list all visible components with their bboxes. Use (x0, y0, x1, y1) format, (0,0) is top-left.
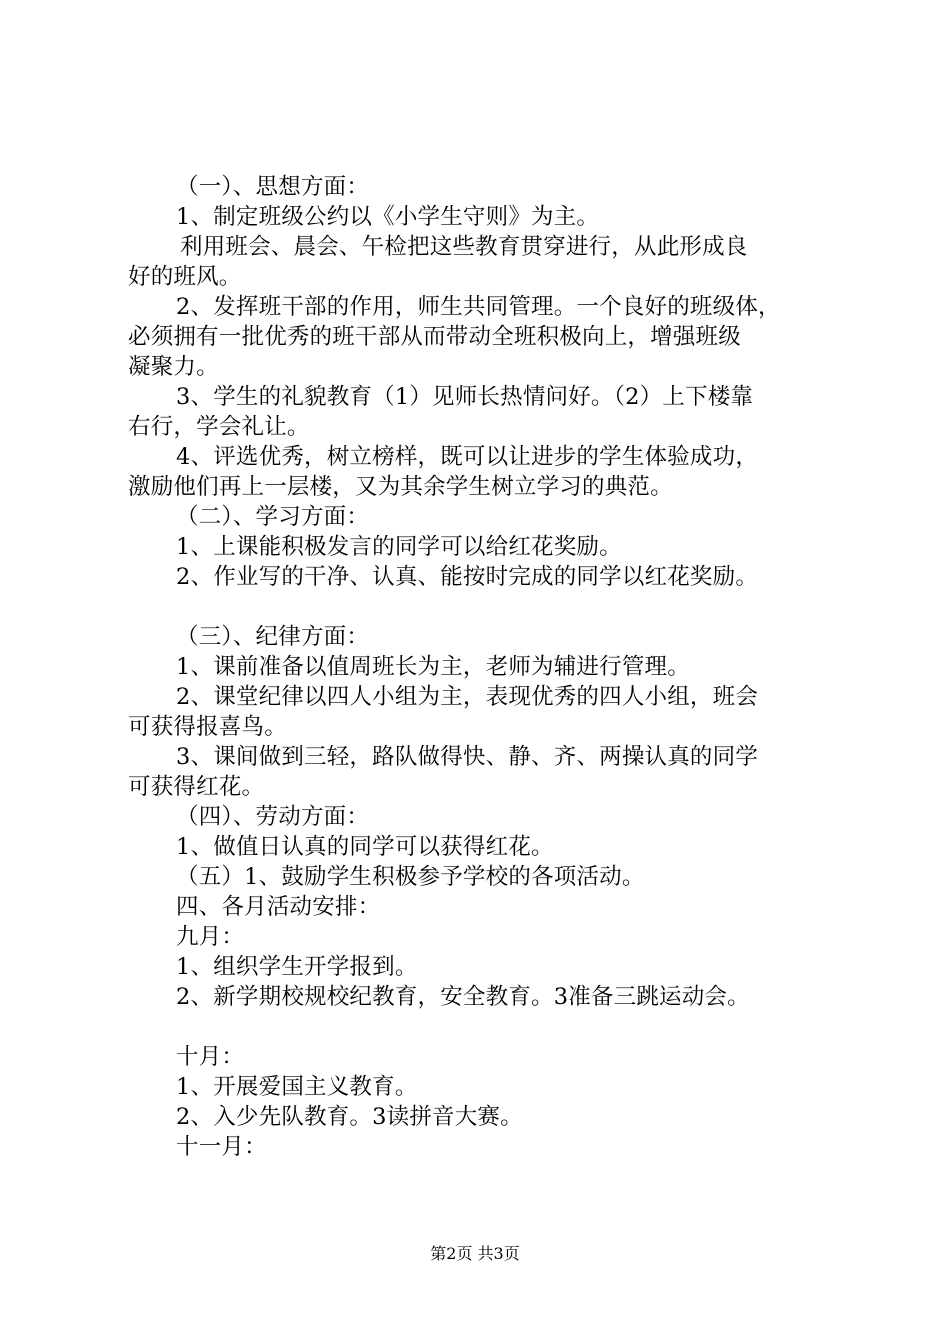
paragraph-line: 1、上课能积极发言的同学可以给红花奖励。 (176, 534, 622, 560)
section-heading-discipline: （三）、纪律方面： (176, 624, 370, 650)
paragraph-line: 4、评选优秀，树立榜样，既可以让进步的学生体验成功， (176, 444, 759, 470)
paragraph-line: 必须拥有一批优秀的班干部从而带动全班积极向上，增强班级 (128, 324, 741, 350)
paragraph-line: 1、开展爱国主义教育。 (176, 1074, 418, 1100)
section-heading-study: （二）、学习方面： (176, 504, 370, 530)
paragraph-line: 1、课前准备以值周班长为主，老师为辅进行管理。 (176, 654, 690, 680)
paragraph-line: 2、作业写的干净、认真、能按时完成的同学以红花奖励。 (176, 564, 759, 590)
page-number-footer: 第2页 共3页 (430, 1244, 520, 1263)
paragraph-line: 右行，学会礼让。 (128, 414, 310, 440)
section-heading-thought: （一）、思想方面： (176, 174, 370, 200)
paragraph-line: 3、学生的礼貌教育（1）见师长热情问好。（2）上下楼靠 (176, 384, 754, 410)
paragraph-line: 凝聚力。 (128, 354, 219, 380)
paragraph-line: 可获得报喜鸟。 (128, 714, 287, 740)
paragraph-line: 1、做值日认真的同学可以获得红花。 (176, 834, 554, 860)
paragraph-line: 1、制定班级公约以《小学生守则》为主。 (176, 204, 600, 230)
month-heading: 十月： (176, 1044, 245, 1070)
paragraph-line: （五）1、鼓励学生积极参予学校的各项活动。 (176, 864, 645, 890)
month-heading: 十一月： (176, 1134, 267, 1160)
document-body (128, 172, 840, 1162)
paragraph-line: 2、发挥班干部的作用，师生共同管理。一个良好的班级体， (176, 294, 781, 320)
paragraph-line: 3、课间做到三轻，路队做得快、静、齐、两操认真的同学 (176, 744, 759, 770)
paragraph-line: 好的班风。 (128, 264, 242, 290)
blank-line (128, 1012, 840, 1042)
month-heading: 九月： (176, 924, 245, 950)
paragraph-line: 利用班会、晨会、午检把这些教育贯穿进行，从此形成良 (180, 234, 748, 260)
paragraph-line: 2、入少先队教育。3读拼音大赛。 (176, 1104, 523, 1130)
section-heading-monthly: 四、各月活动安排： (176, 894, 381, 920)
blank-line (128, 592, 840, 622)
paragraph-line: 激励他们再上一层楼，又为其余学生树立学习的典范。 (128, 474, 673, 500)
paragraph-line: 1、组织学生开学报到。 (176, 954, 418, 980)
paragraph-line: 2、课堂纪律以四人小组为主，表现优秀的四人小组，班会 (176, 684, 759, 710)
paragraph-line: 可获得红花。 (128, 774, 265, 800)
paragraph-line: 2、新学期校规校纪教育，安全教育。3准备三跳运动会。 (176, 984, 750, 1010)
section-heading-labor: （四）、劳动方面： (176, 804, 370, 830)
